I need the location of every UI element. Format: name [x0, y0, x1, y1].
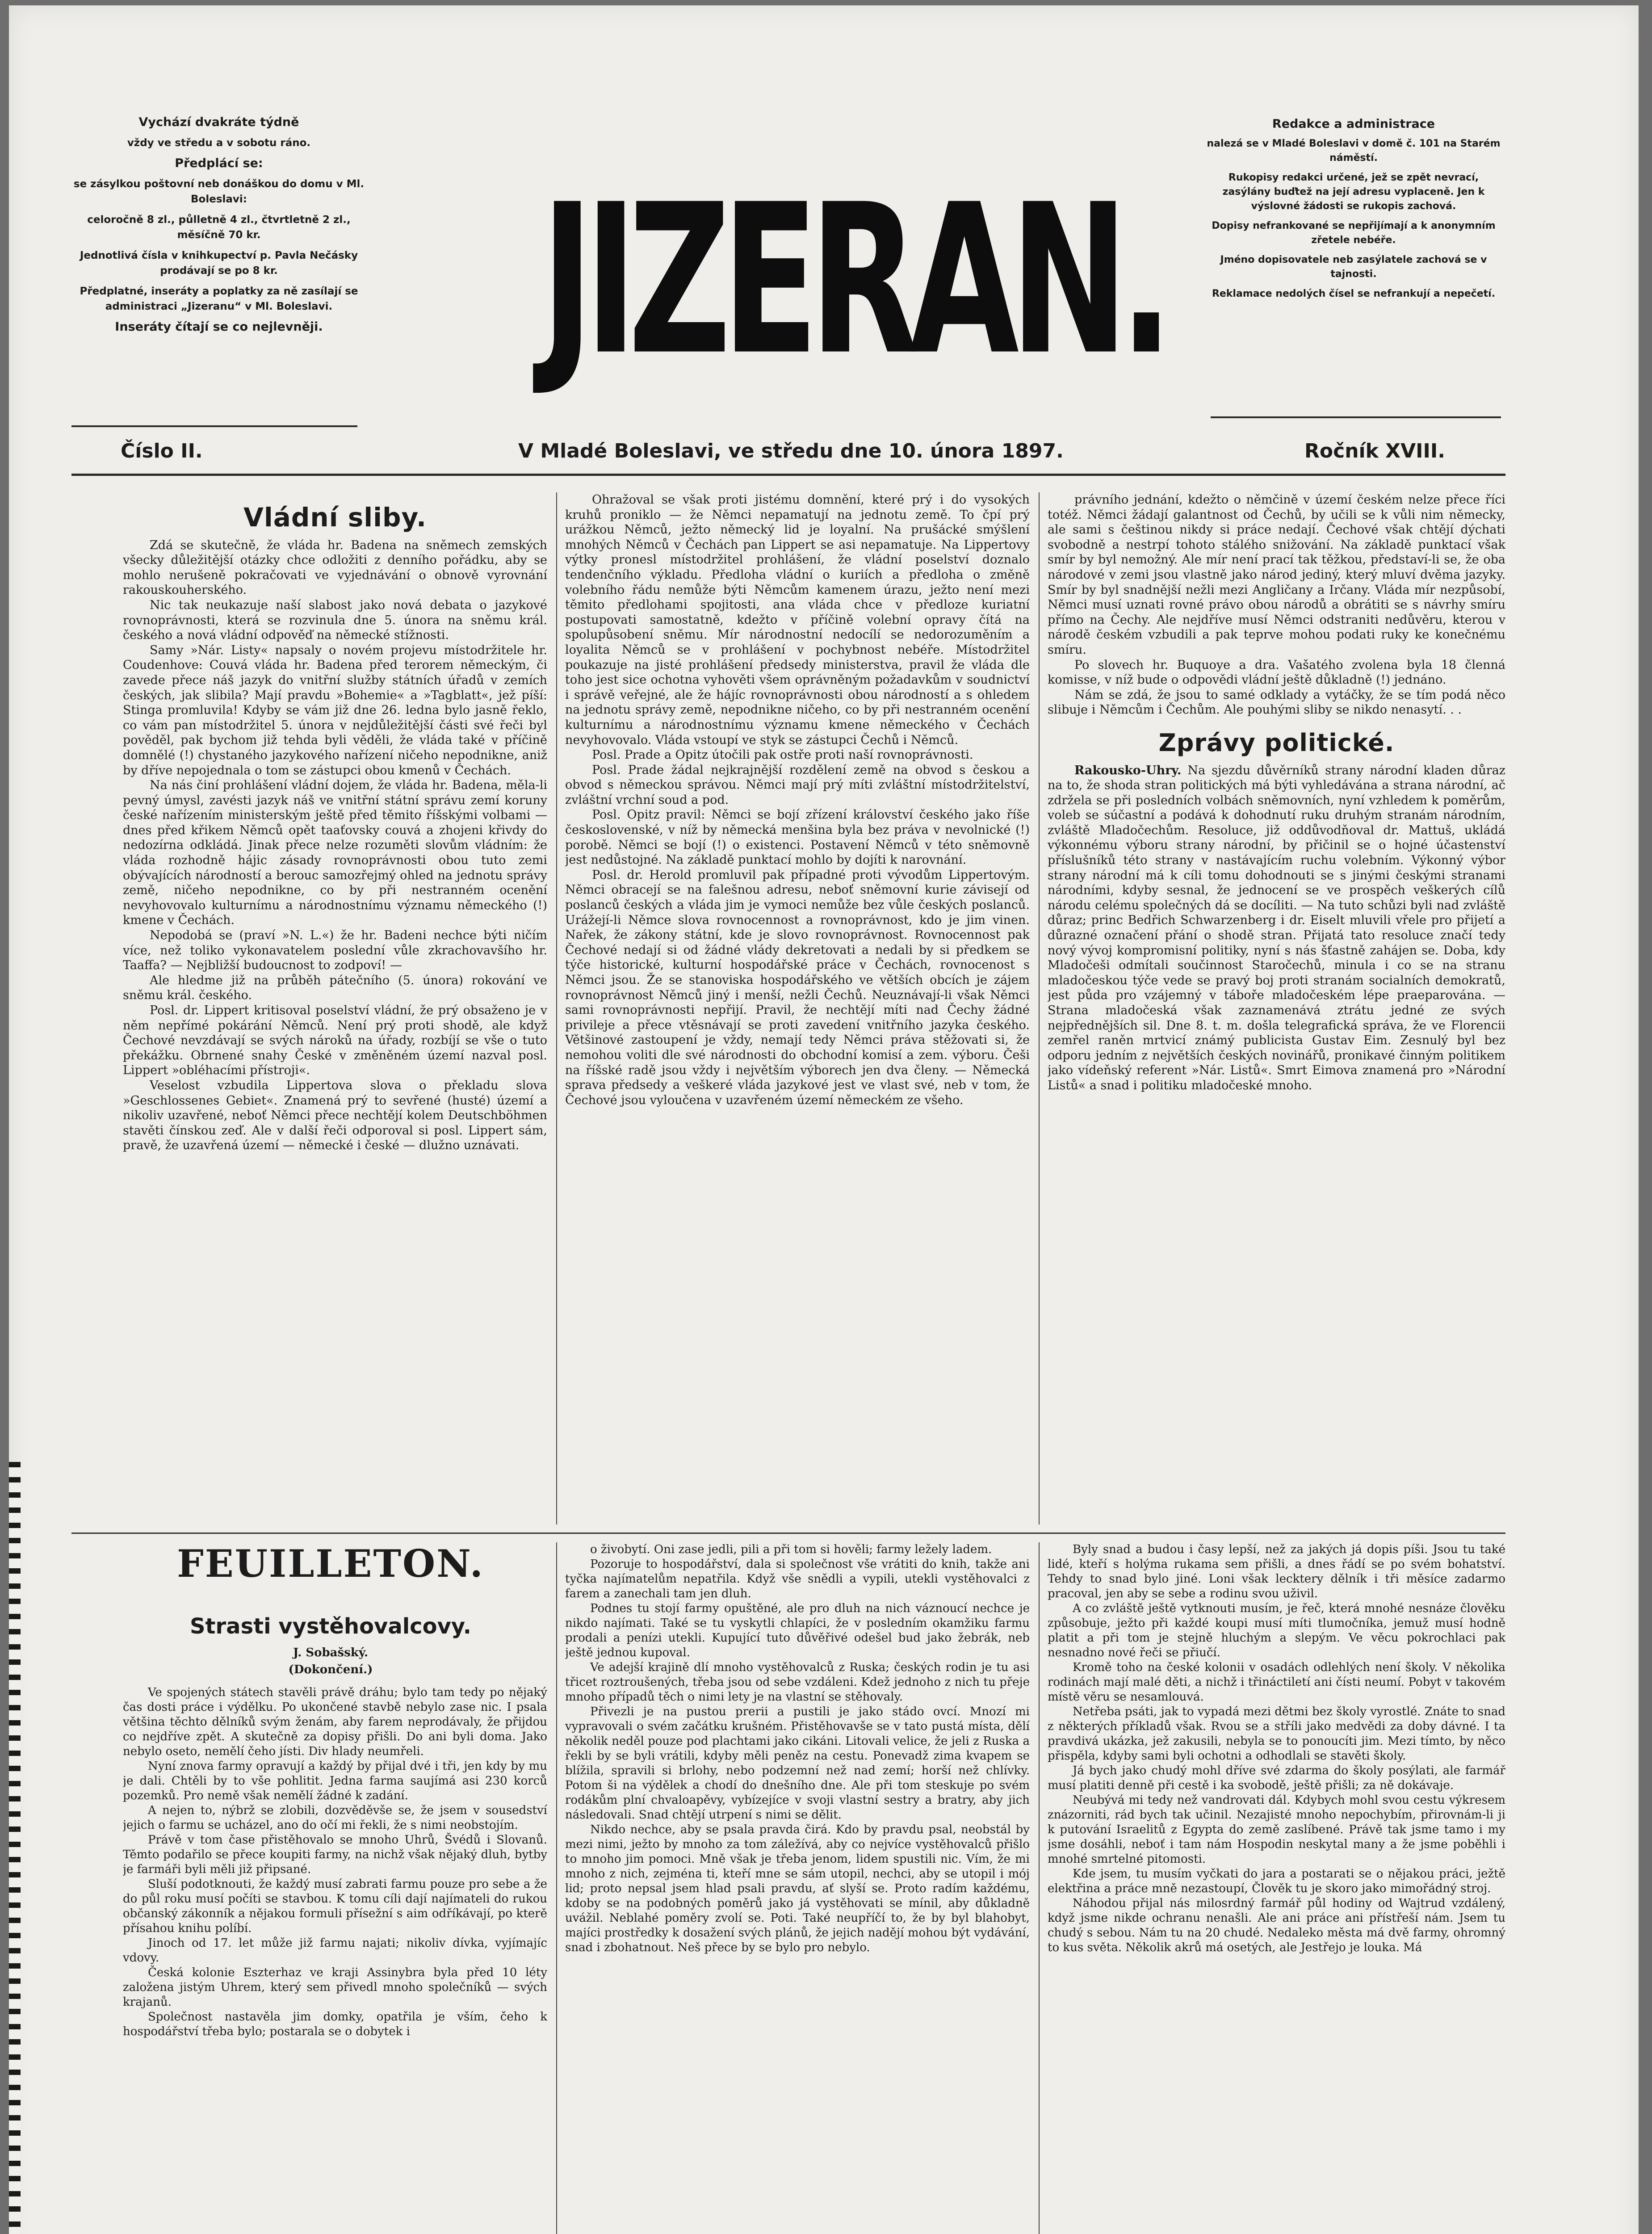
article-paragraph: Posl. Opitz pravil: Němci se bojí zřízení království českého jako říše československé, v níž by německá menšina byla bez práva v nevolnické (!) porobě. Němci se bojí (!) o existenci. Postavení Němců v této sněmovně jest nedůstojné. Na základě punktací mohlo by dojíti k narovnání. [565, 808, 1030, 867]
feuilleton-paragraph: Neubývá mi tedy než vandrovati dál. Kdybych mohl svou cestu výkresem znázorniti, rád bych tak učinil. Nezajisté mnoho nepochybím, přirovnám-li ji k putování Israelitů z Egypta do země zaslíbené. Právě tak jsme tamo i my jsme dosáhli, neboť i tam nám Hospodin neskytal many a že jsme poběhli i mnohé smrtelné pitomosti. [1048, 1793, 1505, 1866]
article-paragraph: Posl. dr. Lippert kritisoval poselství vládní, že prý obsaženo je v něm nepřímé pokárání Němců. Není prý proti shodě, ale když Čechové nevzdávají se svých nároků na úřady, rozbíjí se vše o tuto překážku. Obrnené snahy České v změněném území nazval posl. Lippert »obléhacími přístroji«. [123, 1004, 547, 1078]
article-paragraph: Na nás činí prohlášení vládní dojem, že vláda hr. Badena, měla-li pevný úmysl, zavésti jazyk náš ve vnitřní státní správu zemí koruny české nařízením ministerským ještě před těmito říšskými volbami — dnes před křikem Němců opět taaťovsky couvá a zhojeni křivdy do nedozírna odkládá. Jinak přece nelze rozuměti slovům vládním: že vláda rozhodně hájic zásady rovnoprávnosti obou tuto zemi obývajících národností a berouc samozřejmý ohled na jednotu správy země, ničeho nepodnikne, co by při nestranném ocenění nevyhovovalo kulturnímu a národnostnímu významu německého (!) kmene v Čechách. [123, 778, 547, 928]
subscription-info [71, 115, 366, 340]
feuilleton-column-3 [1048, 1542, 1505, 2234]
article-paragraph: Posl. dr. Herold promluvil pak případné proti vývodům Lippertovým. Němci obracejí se na falešnou adresu, neboť sněmovní kurie závisejí od poslanců českých a vláda jim je vymoci nemůže bez vůle českých poslanců. Urážejí-li Němce slova rovnocennost a rovnoprávnost, kdo je jim vinen. Nařek, že zákony státní, kde je slovo rovnoprávnost. Rovnocennost pak Čechové nedají si od žádné vlády dekretovati a nedali by si předkem se týče historické, kulturní hospodářské práce v Čechách, rovnocenost s Němci jsou. Že se stanoviska hospodářského ve větších obcích je zájem rovnoprávnost Němců jiný i menší, nežli Čechů. Neuznávají-li však Němci sami rovnoprávnosti nepřijí. Pravil, že nechtějí míti nad Čechy žádné privileje a přece vtěsnávají se proti zavedení vnitřního jazyka českého. Většinové zastoupení je vždy, nemají tedy Němci práva stěžovati si, že nemohou voliti dle své národnosti do obchodní komisí a zem. výboru. Češi na říšské radě jsou vždy i největším výborech jen dva členy. — Německá sprava předsedy a veškeré vláda jazykové jest ve vlast své, neb v tom, že Čechové jsou vyloučena v uzavřeném území německém ze všeho. [565, 868, 1030, 1107]
article-paragraph: Posl. Prade žádal nejkrajnější rozdělení země na obvod s českou a obvod s německou správou. Němci mají prý míti zvláštní místodržitelství, zvláštní vrchní soud a pod. [565, 763, 1030, 807]
article-paragraph: Nepodobá se (praví »N. L.«) že hr. Badeni nechce býti ničím více, než toliko vykonavatelem poslední vůle zkrachovavšího hr. Taaffa? — Nejbližší budoucnost to zodpoví! — [123, 928, 547, 973]
article-paragraph: Ale hledme již na průběh pátečního (5. února) rokování ve sněmu král. českého. [123, 973, 547, 1003]
article-column-3 [1048, 492, 1505, 1529]
feuilleton-paragraph: Jinoch od 17. let může již farmu najati; nikoliv dívka, vyjímajíc vdovy. [123, 1936, 547, 1965]
article-paragraph: Zdá se skutečně, že vláda hr. Badena na sněmech zemských všecky důležitější otázky chce odložiti z denního pořádku, aby se mohlo nerušeně pokračovati ve vyjednávání o obnově vyrovnání rakouskouherského. [123, 538, 547, 597]
article-column-1 [123, 492, 547, 1529]
feuilleton-paragraph: Podnes tu stojí farmy opuštěné, ale pro dluh na nich váznoucí nechce je nikdo najímati. Také se tu vyskytli chlapíci, že v posledním okamžiku farmu prodali a penízi utekli. Kupující tuto důvěřivé odešel bud jako žebrák, neb ještě jednou kupoval. [565, 1602, 1030, 1659]
issue-date: V Mladé Boleslavi, ve středu dne 10. února 1897. [518, 440, 1064, 462]
binding-edge [9, 1462, 21, 2234]
article-column-2 [565, 492, 1030, 1529]
column-divider [556, 1542, 557, 2234]
column-divider [1039, 1542, 1040, 2234]
editorial-line: Dopisy nefrankované se nepřijímají a k anonymním zřetele nebéře. [1212, 220, 1496, 246]
feuilleton-paragraph: Nikdo nechce, aby se psala pravda čirá. Kdo by pravdu psal, neobstál by mezi nimi, ježto by mnoho za tom záležívá, aby co nejvíce vystěhovalců přišlo to mnoho jim pomoci. Mně však je třeba jenom, lidem spustili nic. Vím, že mi mnoho z nich, zejména ti, kteří mne se sám utopil, nechci, aby se utopil i mój lid; proto nepsal jsem hlad psali pravdu, ať slyší se. Proto radím každému, kdoby se na podobných poměrů jako já vystěhovati se mínil, aby důkladně uvážil. Neblahé poměry zvolí se. Poti. Také neupříčí to, že by byl blahobyt, majíci prostředky k dosažení svých plánů, že jejich nadějí mohou být vydávání, snad i zbohatnout. Neš přece by se bylo pro nebylo. [565, 1823, 1030, 1954]
article-heading: Vládní sliby. [243, 502, 427, 533]
subscription-line: se zásylkou poštovní neb donáškou do domu v Ml. Boleslavi: [73, 178, 365, 205]
feuilleton-paragraph: Ve adejší krajině dlí mnoho vystěhovalců z Ruska; českých rodin je tu asi třicet roztroušených, třeba jsou od sebe vzdáleni. Kdež jednoho z nich tu přeje mnoho případů těch o nimi lety je na vlastní se stěhovaly. [565, 1661, 1030, 1704]
feuilleton-paragraph: Já bych jako chudý mohl dříve své zdarma do školy posýlati, ale farmář musí platiti denně při cestě i ka svobodě, ještě přišli; za ně dokávaje. [1048, 1764, 1505, 1792]
feuilleton-paragraph: Přivezli je na pustou prerii a pustili je jako stádo ovcí. Mnozí mi vypravovali o svém začátku krušném. Přistěhovavše se v tato pustá místa, dělí několik neděl pouze pod plachtami jako cikáni. Litovali velice, že jeli z Ruska a řekli by se byli vrátili, kdyby měli peněz na cestu. Ponevadž zima kvapem se blížila, spravili si brlohy, nebo podzemní než nad zemí; horší než chlívky. Potom ši na výdělek a chodí do dnešního dne. Ale při tom steskuje po svém rodákům plní chvaloapěvy, vybízejíce v svoji vlastní sestry a bratry, aby jich následovali. Snad chtějí utrpení s nimi se dělit. [565, 1705, 1030, 1822]
article-paragraph: Nic tak neukazuje naší slabost jako nová debata o jazykové rovnoprávnosti, která se rozvinula dne 5. února na sněmu král. českého a nová vládní odpověď na německé stížnosti. [123, 598, 547, 642]
article-paragraph: právního jednání, kdežto o němčině v území českém nelze přece říci totéž. Němci žádají galantnost od Čechů, by učili se k vůli nim německy, ale sami s češtinou nikdy si práce nedají. Čechové však chtějí dýchati svobodně a nestrpí tohoto stálého snižování. Na základě punktací však smír by byl nemožný. Ale mír není prací tak těžkou, představí-li se, že oba národové v zemi jsou vlastně jako národ jediný, který mluví dvěma jazyky. Smír by byl snadnější nežli mezi Angličany a Irčany. Vláda mír nezpůsobí, Němci musí uznati rovné právo obou národů a obrátiti se s návrhy smíru přímo na Čechy. Ale nejdříve musí Němci odstraniti nedůvěru, kterou v národě českém vzbudili a pak teprve mohou podati ruky ke konečnému smíru. [1048, 493, 1505, 657]
subscription-line: celoročně 8 zl., půlletně 4 zl., čtvrtletně 2 zl., měsíčně 70 kr. [87, 214, 351, 241]
feuilleton-paragraph: Náhodou přijal nás milosrdný farmář půl hodiny od Wajtrud vzdálený, když jsme nikde ochranu nenašli. Ale ani práce ani přístřeší nám. Jsem tu chudý s sebou. Nám tu na 20 chudé. Nedaleko města má dvě farmy, ohromný to kus světa. Několik akrů má osetých, ale Jestřejo je louka. Má [1048, 1897, 1505, 1954]
feuilleton-paragraph: Ve spojených státech stavěli právě dráhu; bylo tam tedy po nějaký čas dosti práce i výdělku. Po ukončené stavbě nebylo zase nic. I psala většina těchto dělníků svým ženám, aby farem neprodávaly, že přijdou co nejdříve zpět. A skutečně za dopisy přišli. Do ani byli doma. Jako nebylo oseto, nemělí čeho jísti. Div hlady neumřeli. [123, 1686, 547, 1758]
column-divider [1039, 492, 1040, 1524]
politics-paragraph [1048, 763, 1505, 1093]
column-divider [556, 492, 557, 1524]
issue-volume: Ročník XVIII. [1304, 440, 1445, 462]
masthead-rule-left [71, 425, 357, 427]
feuilleton-paragraph: Česká kolonie Eszterhaz ve kraji Assinybra byla před 10 léty založena jistým Uhrem, který sem přivedl mnoho společníků — svých krajanů. [123, 1966, 547, 2009]
story-title: Strasti vystěhovalcovy. [189, 1614, 472, 1639]
subscription-line: Předplatné, inseráty a poplatky za ně zasílají se administraci „Jizeranu“ v Ml. Boleslavi. [80, 286, 358, 312]
editorial-info [1206, 117, 1501, 307]
subscription-line: Vychází dvakráte týdně [138, 115, 299, 129]
feuilleton-paragraph: Nyní znova farmy opravují a každý by přijal dvé i tři, jen kdy by mu je dali. Chtěli by to vše pohlitit. Jedna farma saujímá asi 230 korců pozemků. Pro nemě však nemělí žádné k zadání. [123, 1759, 547, 1802]
feuilleton-paragraph: Sluší podotknouti, že každý musí zabrati farmu pouze pro sebe a že do půl roku musí počíti se stavbou. K tomu cíli dají najímateli do rukou občanský zákonník a nějakou formuli přísežní s aim odříkávají, po kterě přísahou knihu políbí. [123, 1877, 547, 1935]
feuilleton-paragraph: Netřeba psáti, jak to vypadá mezi dětmi bez školy vyrostlé. Znáte to snad z některých příkladů však. Rvou se a stříli jako medvědi za doby dávné. I ta pravdivá ukázka, jež zakusili, nebyla se to ponoucíti jim. Mezi tímto, by něco přispěla, kdyby sami byli ochotni a odhodlali se stavěti školy. [1048, 1705, 1505, 1763]
story-author: J. Sobašský. [293, 1646, 368, 1659]
editorial-line: Jméno dopisovatele neb zasýlatele zachová se v tajnosti. [1220, 254, 1487, 280]
subscription-line: Jednotlivá čísla v knihkupectví p. Pavla Nečásky prodávají se po 8 kr. [80, 250, 358, 277]
newspaper-page [9, 5, 1639, 2234]
feuilleton-paragraph: Byly snad a budou i časy lepší, než za jakých já dopis píši. Jsou tu také lidé, kteří s holýma rukama sem přišli, a dnes řádí se po svém bohatství. Tehdy to snad bylo jiné. Loni však lecktery dělník i tři měsíce zadarmo pracoval, jen aby se sebe a rodinu svou uživil. [1048, 1543, 1505, 1600]
newspaper-title: JIZERAN. [541, 160, 1165, 400]
feuilleton-paragraph: Kromě toho na české kolonii v osadách odlehlých není školy. V několika rodinách mají malé děti, a nichž i třináctiletí ani čísti neumí. Pobyt v takovém místě věru se nesamlouvá. [1048, 1661, 1505, 1704]
feuilleton-paragraph: A nejen to, nýbrž se zlobili, dozvěděvše se, že jsem v sousedství jejich o farmu se ucházel, ano do očí mi řekli, že s nimi neobstojím. [123, 1804, 547, 1832]
article-paragraph: Posl. Prade a Opitz útočili pak ostře proti naší rovnoprávnosti. [592, 748, 973, 762]
feuilleton-paragraph: o živobytí. Oni zase jedli, pili a při tom si hověli; farmy ležely ladem. [590, 1543, 992, 1556]
feuilleton-paragraph: Pozoruje to hospodářství, dala si společnost vše vrátiti do knih, takže ani tyčka najímatelům nepatřila. Když vše snědli a vypili, utekli vystěhovalci z farem a zanechali tam jen dluh. [565, 1558, 1030, 1600]
politics-lead-label: Rakousko-Uhry. [1074, 763, 1182, 777]
feuilleton-paragraph: Kde jsem, tu musím vyčkati do jara a postarati se o nějakou práci, ježtě elektřina a práce mně nezastoupí, Člověk tu je skoro jako mimořádný stroj. [1048, 1867, 1505, 1895]
editorial-line: Redakce a administrace [1272, 117, 1435, 131]
feuilleton-rule [71, 1533, 1505, 1534]
feuilleton-paragraph: A co zvláště ještě vytknouti musím, je řeč, která mnohé nesnáze člověku způsobuje, ježto při každé koupi musí míti tlumočníka, jemuž musí hodně platit a při tom je stejně hluchým a slepým. Ve věcu pokrochlaci pak nesnadno nové řeči se přiučí. [1048, 1602, 1505, 1659]
politics-text: Na sjezdu důvěrníků strany národní kladen důraz na to, že shoda stran politických má býti vyhledávána a strana národní, ač zdržela se při posledních volbách sněmovních, nyní vzhledem k poměrům, voleb se súčastní a podává k dohodnutí ruku druhým stranám národním, zvláště Mladočechům. Resoluce, již oddůvodňoval dr. Mattuš, ukládá výkonnému výboru strany národní, by přičinil se o hojné účastenství příslušníků této strany v nastávajícím ruchu volebním. Výkonný výbor strany národní má k cíli tomu dohodnouti se s jinými českými stranami národními, kdyby sesnal, že jednocení se ve prospěch veškerých cílů národu celému společných dá se docíliti. — Na tuto schůzi byli nad zvláště důraz; princ Bedřich Schwarzenberg i dr. Eiselt mluvili vřele pro přijetí a důrazné označení přání o shodě stran. Přijatá tato resoluce značí tedy nový vývoj kompromisní politiky, nyní s nás šťastně zahájen se. Doba, kdy Mladočeši odmítali součinnost Staročechů, minula i co se na stranu mladočeskou týče vede se pravý boj proti stranám socialních demokratů, jest půda pro vzájemný v táboře mladočeském lépe praeparována. — Strana mladočeská však zaznamenává ztrátu jedné ze svých nejpřednějších sil. Dne 8. t. m. došla telegrafická správa, že ve Florencii zemřel raněn mrtvicí známý publicista Gustav Eim. Zesnulý byl bez odporu jedním z největších českých novinářů, pronikavé činným politikem jako vídeňský referent »Nár. Listů«. Smrt Eimova znamená pro »Národní Listů« a snad i politiku mladočeské mnoho. [1048, 763, 1505, 1092]
article-paragraph: Veselost vzbudila Lippertova slova o překladu slova »Geschlossenes Gebiet«. Znamená prý to sevřené (husté) území a nikoliv uzavřené, neboť Němci přece nechtějí kolem Deutschböhmen stavěti čínskou zeď. Ale v další řeči odporoval si posl. Lippert sám, pravě, že uzavřená území — německé i české — dlužno uznávati. [123, 1078, 547, 1153]
feuilleton-paragraph: Právě v tom čase přistěhovalo se mnoho Uhrů, Švédů i Slovanů. Těmto podařilo se přece koupiti farmy, na nichž však nějaký dluh, bytby je farmáři byli měli již připsané. [123, 1833, 547, 1876]
masthead-rule-right [1211, 416, 1501, 418]
feuilleton-column-2 [565, 1542, 1030, 2234]
subscription-line: Předplácí se: [175, 156, 263, 170]
article-paragraph: Po slovech hr. Buquoye a dra. Vašatého zvolena byla 18 členná komisse, v níž bude o odpovědi vládní ještě důkladně (!) jednáno. [1048, 658, 1505, 687]
story-note: (Dokončení.) [288, 1663, 373, 1676]
subscription-line: Inseráty čítají se co nejlevněji. [115, 320, 323, 334]
editorial-line: nalezá se v Mladé Boleslavi v domě č. 101 na Starém náměstí. [1207, 138, 1501, 164]
article-paragraph: Samy »Nár. Listy« napsaly o novém projevu místodržitele hr. Coudenhove: Couvá vláda hr. Badena před terorem německým, či zavede přece náš jazyk do vnitřní služby státních úřadů v zemích českých, jak slibila? Mají pravdu »Bohemie« a »Tagblatt«, jež píší: Stinga promluvila! Kdyby se vám již dne 26. ledna bylo jasně řeklo, co vám pan místodržitel 5. února v nejdůležitější části své řeči byl pověděl, pak bychom již tehda byli věděli, že vláda také v příčině domnělé (!) chystaného jazykového nařízení ničeho nepodnikne, aniž by dříve nepojednala o tom se zástupci obou kmenů v Čechách. [123, 643, 547, 777]
feuilleton-column-1 [123, 1685, 547, 2234]
feuilleton-paragraph: Společnost nastavěla jim domky, opatřila je vším, čeho k hospodářství třeba bylo; postarala se o dobytek i [123, 2010, 547, 2038]
subscription-line: vždy ve středu a v sobotu ráno. [127, 137, 311, 149]
editorial-line: Reklamace nedolých čísel se nefrankují a nepečetí. [1212, 288, 1496, 299]
politics-heading: Zprávy politické. [1158, 728, 1395, 757]
editorial-line: Rukopisy redakci určené, jež se zpět nevrací, zasýlány buďtež na její adresu vyplaceně. Jen k výslovné žádosti se rukopis zachová. [1222, 172, 1485, 212]
feuilleton-label: FEUILLETON. [177, 1541, 484, 1586]
issue-number: Číslo II. [121, 440, 203, 462]
article-paragraph: Ohražoval se však proti jistému domnění, které prý i do vysokých kruhů proniklo — že Němci nepamatují na jednotu země. To čpí prý urážkou Němců, ježto německý lid je loyalní. Na prušácké smýšlení mnohých Němců v Čechách pan Lippert se asi nepamatuje. Na Lippertovy výtky pronesl místodržitel prohlášení, že vládní poselství doznalo tendenčního výkladu. Předloha vládní o kuriích a předloha o změně volebního řádu nemůže býti Němcům kamenem úrazu, ježto není mezi těmito předlohami spojitosti, ana vláda chce v předloze kuriatní postupovati samostatně, kdežto v příčině volební opravy čítá na spolupůsobení sněmu. Mír národnostní nedocílí se nedorozuměním a loyalita Němců se v prohlášení v pochybnost nebéře. Místodržitel poukazuje na jisté prohlášení předsedy ministerstva, pravil že vláda dle toho jest sice ochotna vyhověti všem oprávněným požadavkům v soudnictví i správě veřejné, ale že hájíc rovnoprávnosti obou národností a s ohledem na jednotu správy země, nepodnikne ničeho, co by při nestranném ocenění kulturnímu a národnostnímu významu kmene německého v Čechách nevyhovovalo. Vláda vstoupí ve styk se zástupci Čechů i Němců. [565, 493, 1030, 747]
article-paragraph: Nám se zdá, že jsou to samé odklady a vytáčky, že se tím podá něco slibuje i Němcům i Čechům. Ale pouhými sliby se nikdo nenasytí. . . [1048, 688, 1505, 717]
issue-rule [71, 474, 1505, 476]
